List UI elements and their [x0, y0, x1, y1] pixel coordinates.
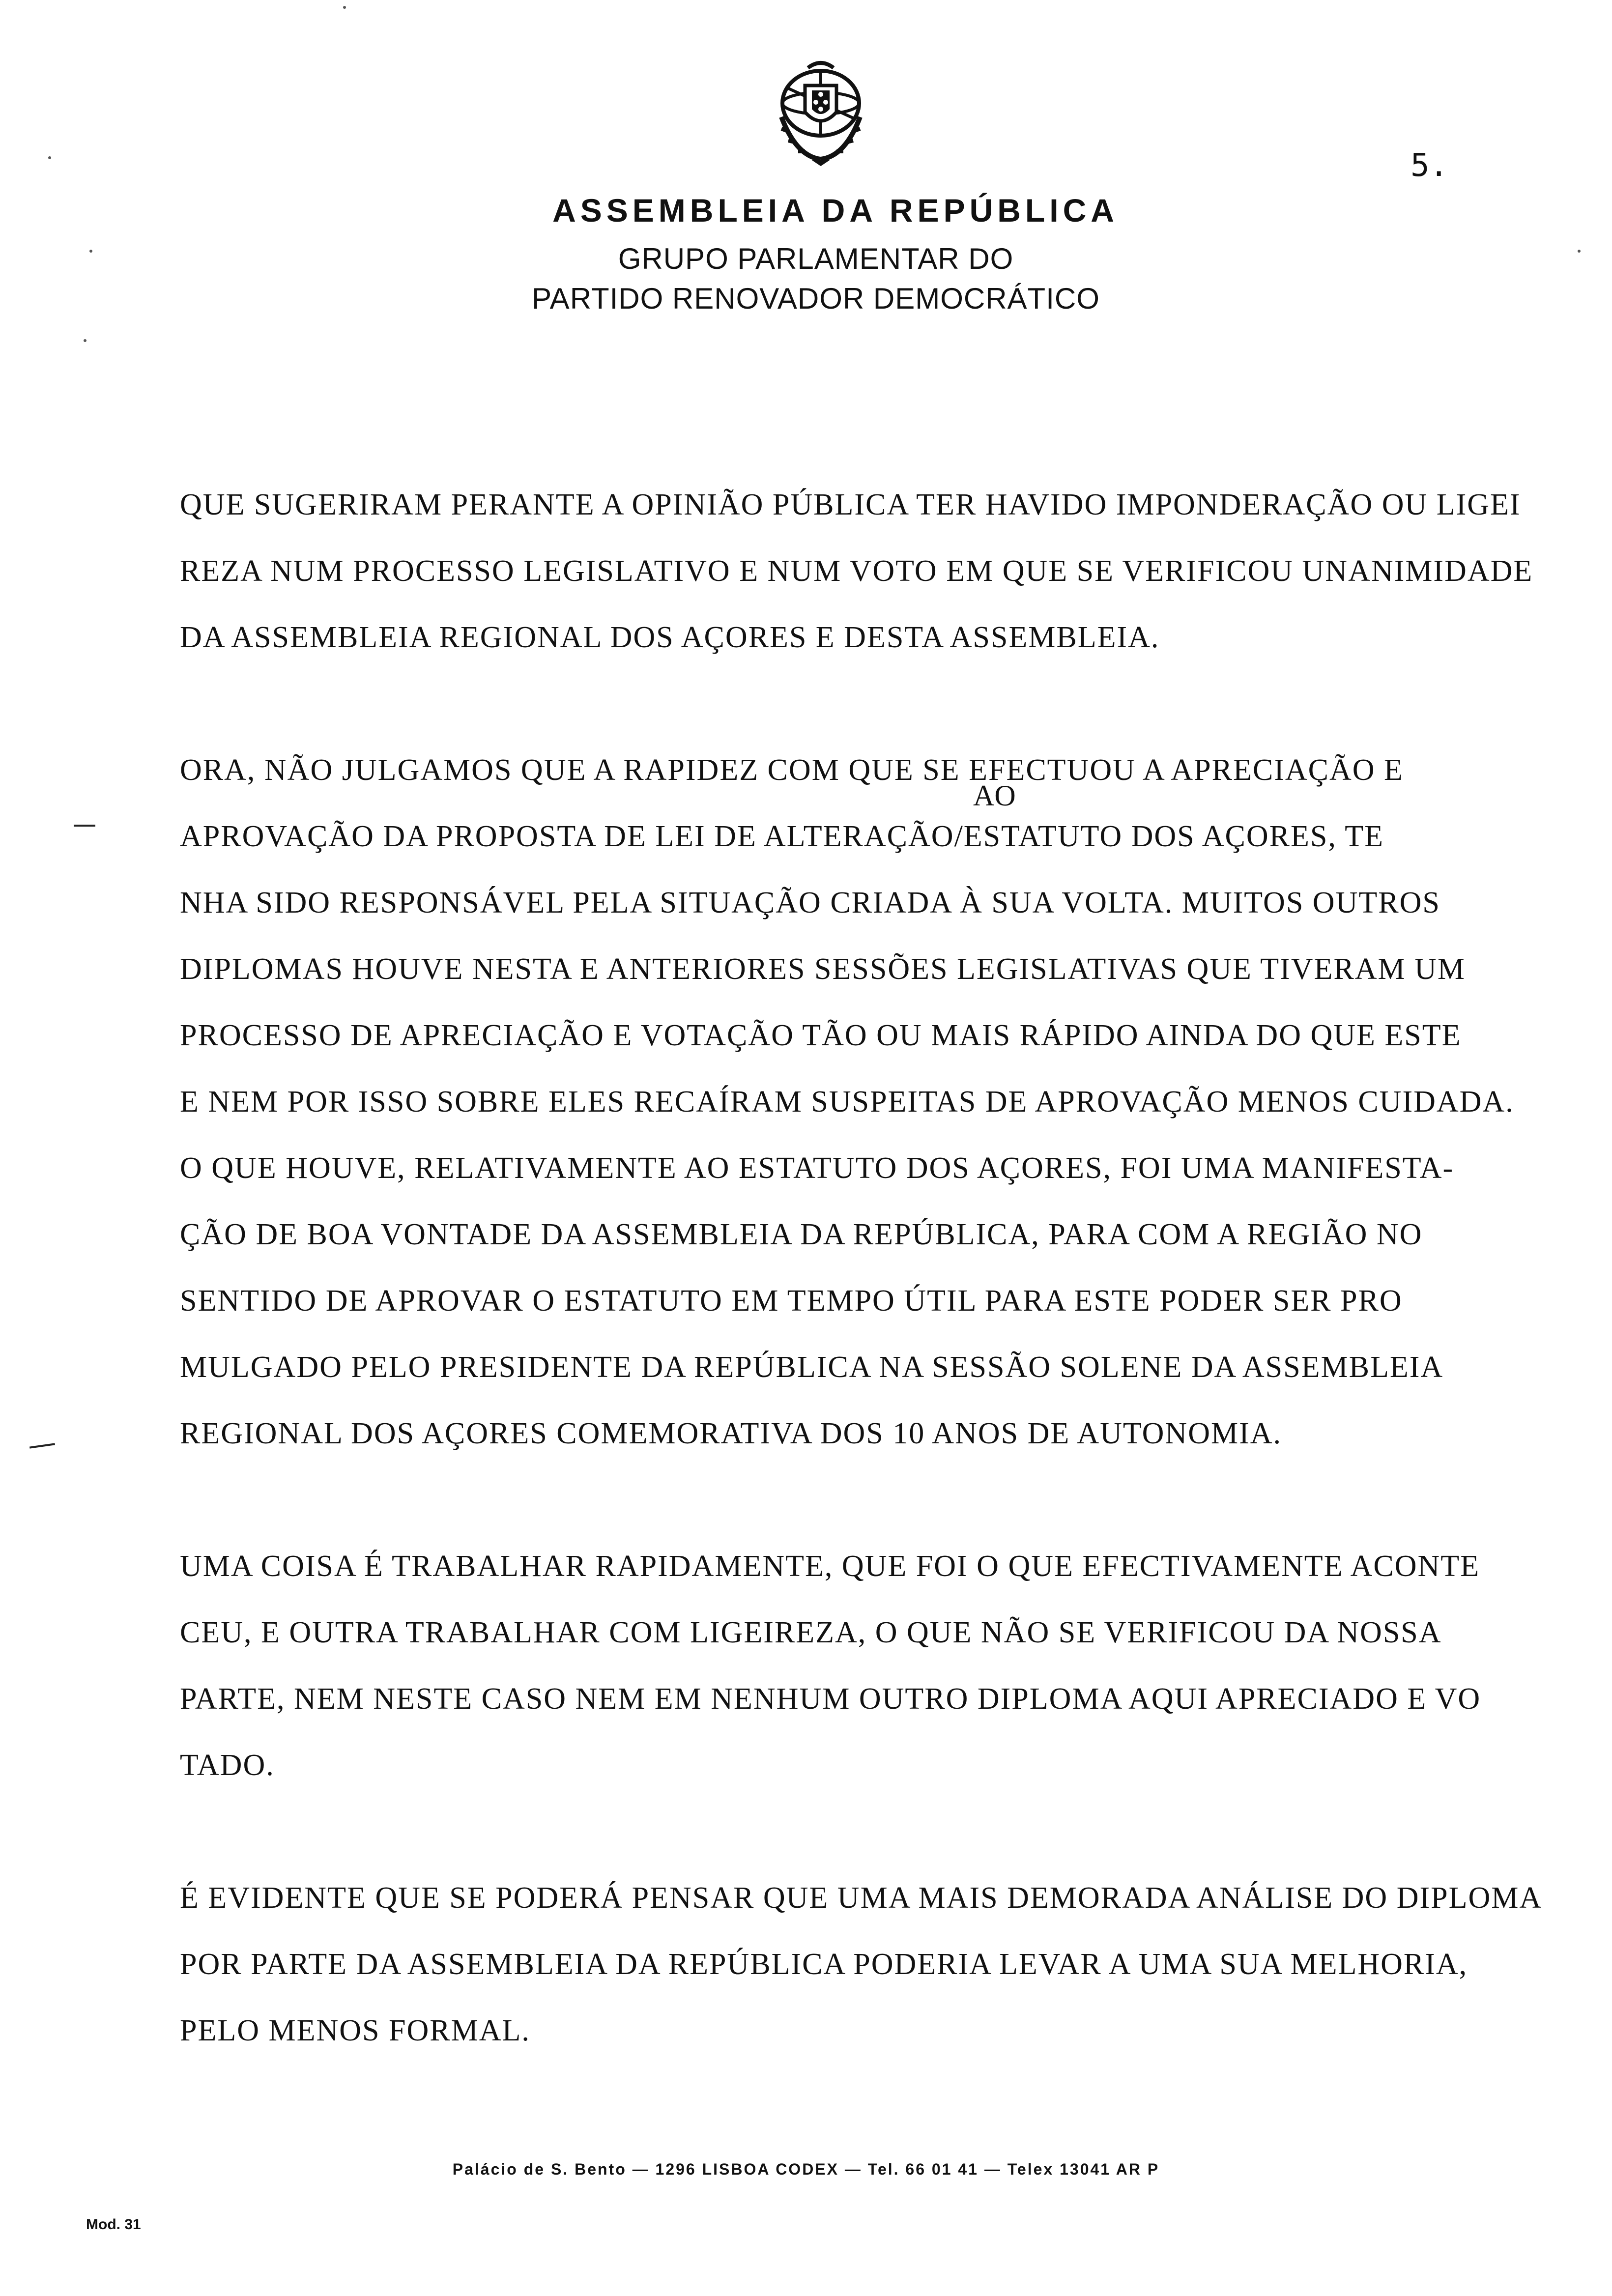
text-line: REZA NUM PROCESSO LEGISLATIVO E NUM VOTO EM QUE SE VERIFICOU UNANIMIDADE	[180, 554, 1533, 588]
text-line: MULGADO PELO PRESIDENTE DA REPÚBLICA NA SESSÃO SOLENE DA ASSEMBLEIA	[180, 1350, 1444, 1384]
footer-address: Palácio de S. Bento — 1296 LISBOA CODEX — Tel. 66 01 41 — Telex 13041 AR P	[452, 2160, 1160, 2178]
paragraph-1	[180, 472, 1590, 671]
text-line: QUE SUGERIRAM PERANTE A OPINIÃO PÚBLICA TER HAVIDO IMPONDERAÇÃO OU LIGEI	[180, 488, 1521, 521]
text-line: E NEM POR ISSO SOBRE ELES RECAÍRAM SUSPEITAS DE APROVAÇÃO MENOS CUIDADA.	[180, 1085, 1514, 1119]
paragraph-2	[180, 737, 1590, 1467]
text-line: PROCESSO DE APRECIAÇÃO E VOTAÇÃO TÃO OU MAIS RÁPIDO AINDA DO QUE ESTE	[180, 1019, 1462, 1052]
text-line: SENTIDO DE APROVAR O ESTATUTO EM TEMPO ÚTIL PARA ESTE PODER SER PRO	[180, 1284, 1403, 1318]
form-code: Mod. 31	[86, 2216, 141, 2233]
margin-speck	[84, 339, 86, 342]
text-line: UMA COISA É TRABALHAR RAPIDAMENTE, QUE FOI O QUE EFECTIVAMENTE ACONTE	[180, 1550, 1480, 1583]
page-number: 5.	[1410, 147, 1449, 184]
text-line: PARTE, NEM NESTE CASO NEM EM NENHUM OUTRO DIPLOMA AQUI APRECIADO E VO	[180, 1682, 1481, 1716]
text-line: REGIONAL DOS AÇORES COMEMORATIVA DOS 10 ANOS DE AUTONOMIA.	[180, 1417, 1282, 1450]
margin-dash-mark	[29, 1443, 55, 1448]
parliamentary-group-line-2: PARTIDO RENOVADOR DEMOCRÁTICO	[532, 282, 1100, 315]
text-line: O QUE HOUVE, RELATIVAMENTE AO ESTATUTO DOS AÇORES, FOI UMA MANIFESTA-	[180, 1151, 1454, 1185]
institution-title: ASSEMBLEIA DA REPÚBLICA	[552, 192, 1119, 229]
text-line: APROVAÇÃO DA PROPOSTA DE LEI DE ALTERAÇÃO/ESTATUTO DOS AÇORES, TE	[180, 820, 1384, 853]
parliamentary-group-line-1: GRUPO PARLAMENTAR DO	[618, 242, 1014, 275]
margin-speck	[48, 156, 51, 159]
handwritten-insertion: AO	[973, 779, 1016, 812]
portuguese-coat-of-arms-icon	[767, 58, 875, 166]
text-line: NHA SIDO RESPONSÁVEL PELA SITUAÇÃO CRIADA À SUA VOLTA. MUITOS OUTROS	[180, 886, 1440, 919]
letter-body	[180, 472, 1590, 2130]
text-line: CEU, E OUTRA TRABALHAR COM LIGEIREZA, O QUE NÃO SE VERIFICOU DA NOSSA	[180, 1616, 1442, 1649]
text-line: É EVIDENTE QUE SE PODERÁ PENSAR QUE UMA MAIS DEMORADA ANÁLISE DO DIPLOMA	[180, 1881, 1543, 1915]
text-line: DIPLOMAS HOUVE NESTA E ANTERIORES SESSÕES LEGISLATIVAS QUE TIVERAM UM	[180, 952, 1466, 986]
text-line: ÇÃO DE BOA VONTADE DA ASSEMBLEIA DA REPÚBLICA, PARA COM A REGIÃO NO	[180, 1218, 1423, 1251]
text-line: POR PARTE DA ASSEMBLEIA DA REPÚBLICA PODERIA LEVAR A UMA SUA MELHORIA,	[180, 1948, 1468, 1981]
text-line: DA ASSEMBLEIA REGIONAL DOS AÇORES E DESTA ASSEMBLEIA.	[180, 621, 1160, 654]
margin-dash-mark	[74, 825, 95, 827]
margin-speck	[89, 250, 92, 253]
margin-speck	[1578, 250, 1581, 253]
paragraph-3	[180, 1533, 1590, 1799]
text-line: TADO.	[180, 1749, 275, 1782]
paragraph-4	[180, 1865, 1590, 2064]
text-line: PELO MENOS FORMAL.	[180, 2014, 530, 2047]
text-line: ORA, NÃO JULGAMOS QUE A RAPIDEZ COM QUE SE EFECTUOU A APRECIAÇÃO E	[180, 753, 1404, 787]
margin-speck	[343, 6, 346, 9]
